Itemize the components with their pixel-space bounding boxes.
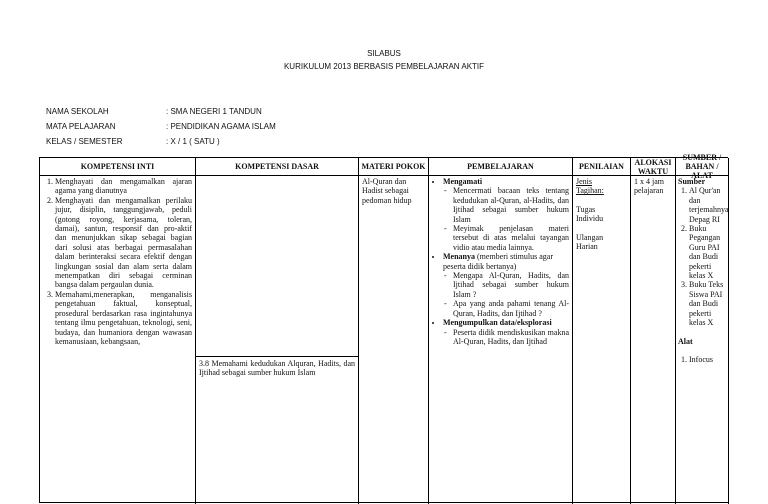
sumber-item: 3. Buku Teks Siswa PAI dan Budi pekerti kelas X bbox=[689, 280, 726, 327]
alat-label: Alat bbox=[678, 336, 693, 346]
alat-item: 1. Infocus bbox=[689, 355, 726, 364]
sumber-content bbox=[678, 177, 729, 364]
header-materi: MATERI POKOK bbox=[359, 158, 428, 176]
col-pembelajaran bbox=[429, 158, 573, 504]
step-item: - Meyimak penjelasan materi tersebut di atas melalui tayangan vidio atau media lainnya. bbox=[453, 224, 569, 252]
col-kompetensi-inti bbox=[40, 158, 196, 504]
col-sumber bbox=[676, 153, 729, 504]
sumber-item: 2. Buku Pegangan Guru PAI dan Budi pekerti kelas X bbox=[689, 224, 726, 280]
kd-content: 3.8 Memahami kedudukan Alquran, Hadits, dan Ijtihad sebagai sumber hukum Islam bbox=[199, 359, 355, 378]
materi-content: Al-Quran dan Hadist sebagai pedoman hidup bbox=[362, 177, 412, 205]
syllabus-table bbox=[39, 153, 729, 503]
step-menanya: Menanya bbox=[443, 252, 475, 262]
col-alokasi bbox=[631, 158, 676, 504]
penilaian-jenis: Jenis Tagihan: bbox=[576, 177, 604, 196]
ki-item: 1. Menghayati dan mengamalkan ajaran agama yang dianutnya bbox=[55, 177, 192, 196]
header-alokasi: ALOKASI WAKTU bbox=[631, 158, 675, 176]
header-sumber: SUMBER / BAHAN / ALAT bbox=[676, 158, 728, 176]
ki-item: 2. Menghayati dan mengamalkan perilaku jujur, disiplin, tanggungjawab, peduli (gotong royong, kerjasama, toleran, damai), santun, responsif dan pro-aktif dan menunjukkan sikap sebagai bagian dari solusi atas berbagai permasalahan dalam berinteraksi secara efektif dengan lingkungan sosial dan alam serta dalam menempatkan diri sebagai cerminan bangsa dalam pergaulan dunia. bbox=[55, 196, 192, 290]
header-kd: KOMPETENSI DASAR bbox=[196, 158, 358, 176]
step-item: - Mengapa Al-Quran, Hadits, dan Ijtihad sebagai sumber hukum Islam ? bbox=[453, 271, 569, 299]
step-mengumpulkan: Mengumpulkan data/eksplorasi bbox=[443, 318, 552, 328]
info-value: : PENDIDIKAN AGAMA ISLAM bbox=[166, 122, 276, 131]
step-item: - Peserta didik mendiskusikan makna Al-Quran, Hadits, dan Ijtihad bbox=[453, 328, 569, 347]
header-penilaian: PENILAIAN bbox=[573, 158, 630, 176]
ki-content bbox=[43, 177, 192, 346]
step-item: - Mencermati bacaan teks tentang kedudukan al-Quran, al-Hadits, dan Ijtihad sebagai sumber hukum Islam bbox=[453, 186, 569, 224]
info-value: : X / 1 ( SATU ) bbox=[166, 137, 220, 146]
ki-item: 3. Memahami,menerapkan, menganalisis pengetahuan faktual, konseptual, prosedural berdasarkan rasa ingintahunya tentang ilmu pengetahuan, teknologi, seni, budaya, dan humaniora dengan wawasan kemanusiaan, kebangsaan, bbox=[55, 290, 192, 346]
info-label: MATA PELAJARAN bbox=[46, 122, 116, 131]
pembelajaran-content bbox=[432, 177, 569, 346]
page-subtitle: KURIKULUM 2013 BERBASIS PEMBELAJARAN AKTIF bbox=[283, 62, 485, 71]
sumber-label: Sumber bbox=[678, 177, 706, 186]
col-kompetensi-dasar bbox=[196, 158, 359, 504]
header-pembelajaran: PEMBELAJARAN bbox=[429, 158, 572, 176]
page-title: SILABUS bbox=[367, 49, 401, 58]
step-menanya-note: (memberi stimulus agar peserta didik bertanya) bbox=[443, 252, 553, 271]
info-label: KELAS / SEMESTER bbox=[46, 137, 123, 146]
penilaian-item: Tugas Individu bbox=[576, 204, 604, 224]
penilaian-item: Ulangan Harian bbox=[576, 232, 604, 252]
header-ki: KOMPETENSI INTI bbox=[40, 158, 195, 176]
col-penilaian bbox=[573, 158, 631, 504]
step-item: - Apa yang anda pahami tenang Al-Quran, Hadits, dan Ijtihad ? bbox=[453, 299, 569, 318]
col-materi bbox=[359, 158, 429, 504]
penilaian-content bbox=[576, 177, 627, 251]
alokasi-content: 1 x 4 jam pelajaran bbox=[634, 177, 664, 196]
sumber-item: 1. Al Qur'an dan terjemahnya Depag RI bbox=[689, 186, 726, 224]
info-value: : SMA NEGERI 1 TANDUN bbox=[166, 107, 262, 116]
step-mengamati: Mengamati bbox=[443, 177, 483, 186]
info-label: NAMA SEKOLAH bbox=[46, 107, 109, 116]
